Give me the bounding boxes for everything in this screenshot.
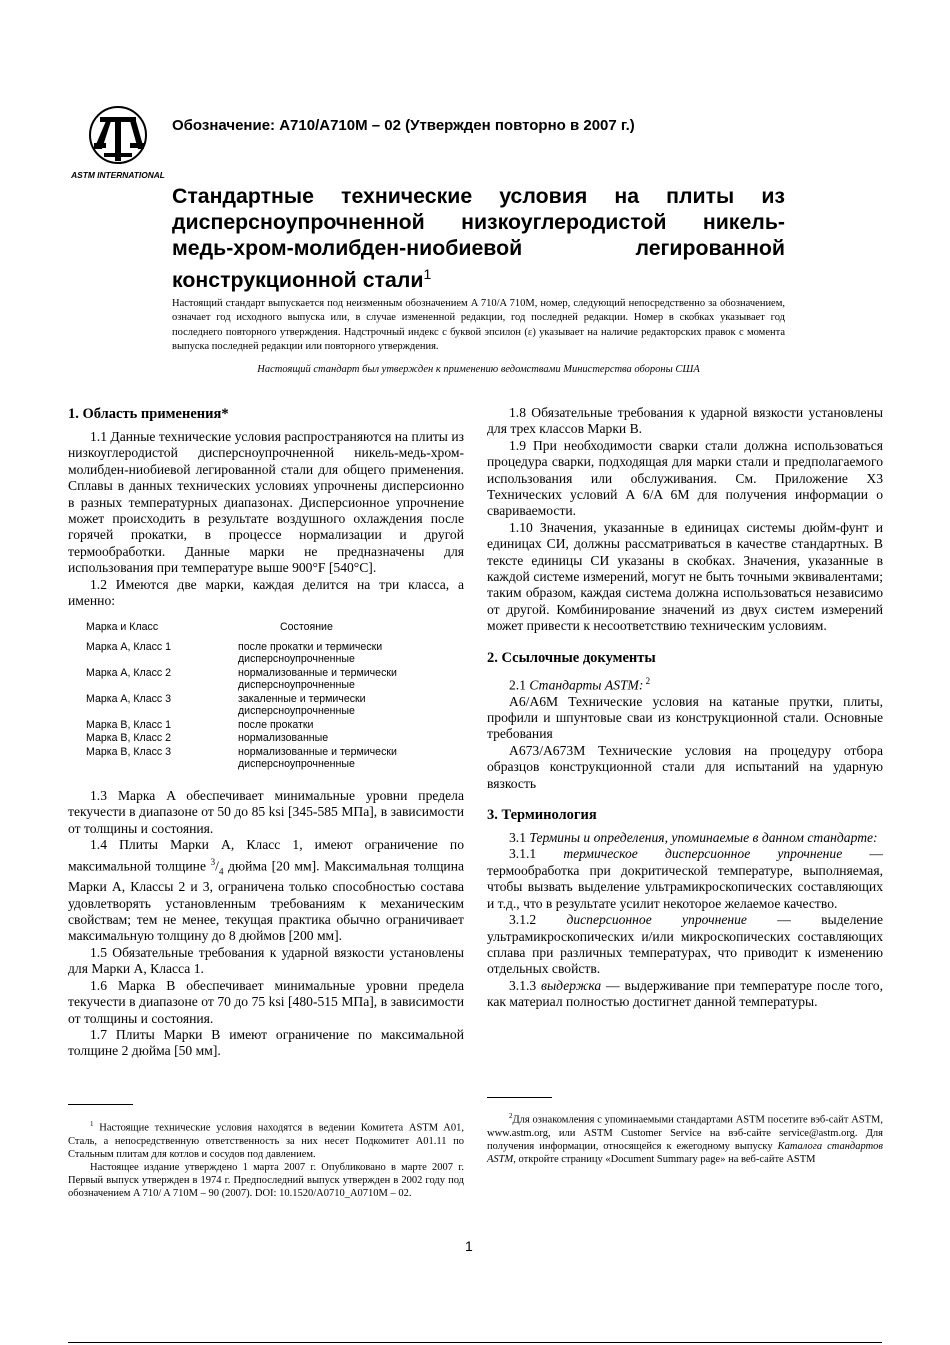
table-row	[86, 719, 446, 733]
footnote-divider	[487, 1097, 552, 1098]
paragraph-1-7: 1.7 Плиты Марки B имеют ограничение по максимальной толщине 2 дюйма [50 мм].	[68, 1026, 464, 1059]
footnote-divider	[68, 1104, 133, 1105]
astm-logo	[71, 103, 165, 181]
table-cell-condition: нормализованные и термически дисперсноупрочненные	[238, 745, 397, 771]
title-line-text: конструкционной стали	[172, 268, 424, 293]
approval-note: Настоящий стандарт был утвержден к применению ведомствами Министерства обороны США	[257, 364, 700, 375]
table-header-condition: Состояние	[280, 621, 333, 634]
footnote-2	[487, 1110, 883, 1166]
paragraph-1-5: 1.5 Обязательные требования к ударной вязкости установлены для Марки A, Класса 1.	[68, 944, 464, 977]
fraction-numerator: 3	[210, 856, 216, 867]
document-designation: Обозначение: A710/A710M – 02 (Утвержден повторно в 2007 г.)	[172, 117, 635, 134]
table-cell-grade: Марка B, Класс 1	[86, 718, 172, 731]
table-cell-condition: после прокатки	[238, 718, 314, 731]
table-cell-grade: Марка A, Класс 1	[86, 640, 172, 653]
footnote-text: Для ознакомления с упоминаемыми стандартами ASTM посетите вэб-сайт ASTM, www.astm.org, или ASTM Customer Service на вэб-сайте service@astm.org. Для получения информации, относящейся к ежегодному выпуску	[487, 1114, 883, 1152]
paragraph-1-3: 1.3 Марка A обеспечивает минимальные уровни предела текучести в диапазоне от 50 до 85 ksi [345-585 МПа], в зависимости от толщины и состояния.	[68, 787, 464, 836]
title-line: медь-хром-молибден-ниобиевой легированной	[172, 236, 785, 260]
table-cell-grade: Марка B, Класс 2	[86, 732, 172, 745]
table-cell-grade: Марка A, Класс 3	[86, 692, 172, 705]
footnote-1	[68, 1118, 464, 1200]
bottom-divider	[68, 1342, 882, 1343]
paragraph-1-10: 1.10 Значения, указанные в единицах системы дюйм-фунт и единицах СИ, должны рассматриваться в качестве стандартных. В тексте единицы СИ указаны в скобках. Значения, указанные в каждой системе измерений, могут не быть точными эквивалентами; таким образом, каждая система должна использоваться независимо от другой. Комбинирование значений из двух систем измерений может привести к несоответствию техническим условиям.	[487, 519, 883, 634]
section-heading-scope: 1. Область применения*	[68, 406, 229, 422]
table-row	[86, 746, 446, 772]
title-line: Стандартные технические условия на плиты из	[172, 184, 785, 208]
paragraph-1-6: 1.6 Марка B обеспечивает минимальные уровни предела текучести в диапазоне от 70 до 75 ksi [480-515 МПа], в зависимости от толщины и состояния.	[68, 977, 464, 1026]
logo-wordmark: ASTM INTERNATIONAL	[71, 170, 165, 180]
table-row	[86, 732, 446, 746]
definition: — выдерживание при температуре после того, как материал полностью достигнет данной температуры.	[487, 977, 884, 1010]
definition: — выделение ультрамикроскопических и/или микроскопических составляющих сплава при различных температурах, что приводит к изменению отдельных свойств.	[487, 912, 883, 977]
paragraph-1-4-end: дюйма [20 мм]. Максимальная толщина Марки A, Классы 2 и 3, ограничена только способностью состава удовлетворять установленным требованиям к механическим свойствам; тем не менее, текущая практика обычно ограничивает максимальную толщину до 8 дюймов [200 мм].	[68, 858, 465, 944]
table-cell-condition: нормализованные и термически дисперсноупрочненные	[238, 666, 397, 692]
paragraph-3-1-1	[487, 846, 883, 912]
footnote-mark: 2	[509, 1112, 513, 1120]
table-row	[86, 667, 446, 693]
title-footnote-mark: 1	[423, 266, 432, 282]
paragraph-3-1-3	[487, 978, 883, 1011]
paragraph-number: 3.1.3	[509, 977, 542, 993]
astm-standards-label: Стандарты ASTM:	[529, 677, 644, 693]
table-cell-grade: Марка B, Класс 3	[86, 745, 172, 758]
title-line: дисперсноупрочненной низкоуглеродистой никель-	[172, 210, 785, 234]
reference-a6: A6/A6M Технические условия на катаные прутки, плиты, профили и шпунтовые сваи из конструкционной стали. Основные требования	[487, 693, 883, 742]
paragraph-number: 3.1	[509, 830, 530, 846]
intro-paragraph: Настоящий стандарт выпускается под неизменным обозначением A 710/A 710M, номер, следующий непосредственно за обозначением, означает год исходного выпуска или, в случае измененной редакции, год последней редакции. Номер в скобках указывает год последнего повторного утверждения. Надстрочный индекс с буквой эпсилон (ε) указывает на наличие редакторских правок с момента выпуска последней редакции или повторного утверждения.	[172, 298, 785, 352]
terms-intro: Термины и определения, упоминаемые в данном стандарте:	[529, 830, 878, 846]
paragraph-number: 3.1.1	[509, 846, 564, 862]
left-column	[68, 405, 464, 1060]
paragraph-1-8: 1.8 Обязательные требования к ударной вязкости установлены для трех классов Марки B.	[487, 405, 883, 437]
astm-monogram-icon	[94, 117, 144, 161]
fraction-denominator: 4	[218, 865, 224, 876]
table-row	[86, 693, 446, 719]
grades-table	[86, 621, 446, 772]
paragraph-3-1-2	[487, 912, 883, 978]
paragraph-number: 3.1.2	[509, 912, 567, 928]
table-cell-condition: закаленные и термически дисперсноупрочненные	[238, 692, 366, 718]
right-column	[487, 405, 883, 1011]
table-header-grade: Марка и Класс	[86, 621, 159, 634]
page-number: 1	[465, 1238, 473, 1254]
table-cell-condition: после прокатки и термически дисперсноупрочненные	[238, 640, 383, 666]
footnote-catalog-title: Каталога стандартов ASTM	[487, 1140, 883, 1165]
footnote-text: Настоящие технические условия находятся в ведении Комитета ASTM A01, Сталь, а непосредственную ответственность за них несет Подкомитет A01.11 по Стальным плитам для котлов и сосудов под давлением.	[68, 1122, 464, 1160]
paragraph-1-2: 1.2 Имеются две марки, каждая делится на три класса, а именно:	[68, 576, 464, 609]
document-title	[172, 183, 785, 293]
section-heading-references: 2. Ссылочные документы	[487, 649, 656, 666]
term: выдержка	[541, 977, 602, 993]
footnote-mark: 2	[643, 675, 651, 686]
reference-a673: A673/A673M Технические условия на процедуру отбора образцов конструкционной стали для испытаний на ударную вязкость	[487, 742, 883, 791]
footnote-text-end: , откройте страницу «Document Summary page» на веб-сайте ASTM	[513, 1153, 816, 1165]
paragraph-1-9: 1.9 При необходимости сварки стали должна использоваться процедура сварки, подходящая для марки стали и предполагаемого использования или обслуживания. См. Приложение X3 Технических условий A 6/A 6M для получения информации о свариваемости.	[487, 437, 883, 519]
paragraph-1-4: 1.4 Плиты Марки A, Класс 1, имеют ограничение по максимальной толщине $^3/_4$ дюйма [20 мм]. Максимальная толщина Марки A, Классы 2 и 3, ограничена только способностью состава удовлетворять установленным требованиям к механическим свойствам; тем не менее, текущая практика обычно ограничивает максимальную толщину до 8 дюймов [200 мм].	[68, 837, 465, 944]
footnote-edition: Настоящее издание утверждено 1 марта 2007 г. Опубликовано в марте 2007 г. Первый выпуск утвержден в 1974 г. Предпоследний выпуск утвержден в 2002 году под обозначением A 710/ A 710M – 90 (2007). DOI: 10.1520/A0710_A0710M – 02.	[68, 1161, 464, 1199]
table-cell-grade: Марка A, Класс 2	[86, 666, 172, 679]
paragraph-2-1	[487, 673, 883, 694]
table-cell-condition: нормализованные	[238, 732, 329, 745]
paragraph-1-4-start: 1.4 Плиты Марки A, Класс 1, имеют ограничение по максимальной толщине	[68, 837, 464, 874]
definition: — термообработка при докритической температуре, выполняемая, чтобы вызвать выделение ультрамикроскопических составляющих и т.д., что в результате усилит некоторое желаемое качество.	[487, 846, 883, 911]
table-row	[86, 641, 446, 667]
term: дисперсионное упрочнение	[566, 912, 747, 928]
title-line	[172, 261, 785, 293]
paragraph-3-1	[487, 830, 883, 846]
term: термическое дисперсионное упрочнение	[563, 846, 843, 862]
footnote-mark: 1	[90, 1120, 94, 1128]
paragraph-1-1: 1.1 Данные технические условия распространяются на плиты из низкоуглеродистой дисперсноупрочненной никель-медь-хром-молибден-ниобиевой легированной стали для общего применения. Сплавы в данных технических условиях упрочнены дисперсионно в разных температурных диапазонах. Дисперсионное упрочнение может происходить в результате воздушного охлаждения после горячей прокатки, в процессе нормализации и другой термообработки. Данные марки не предназначены для использования при температуре выше 900°F [540°C].	[68, 429, 464, 576]
section-heading-terminology: 3. Терминология	[487, 807, 597, 824]
paragraph-number: 2.1	[509, 677, 530, 693]
